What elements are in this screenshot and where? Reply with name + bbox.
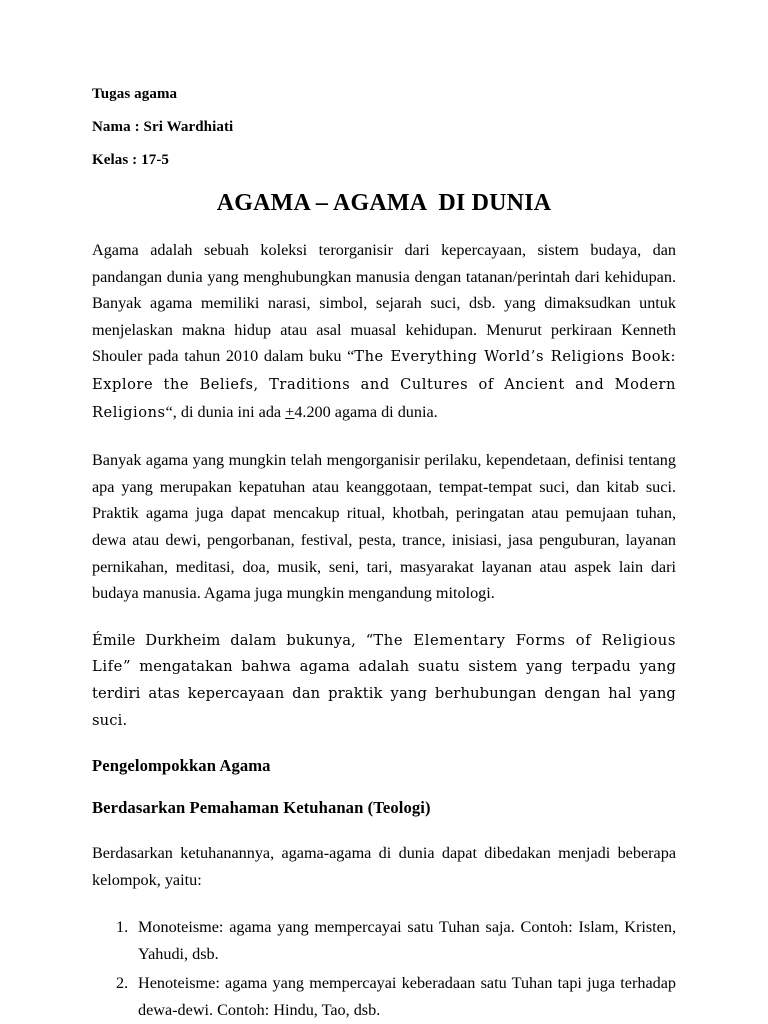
approximate-sign: + <box>285 402 295 421</box>
paragraph-durkheim-text-lead: Émile Durkheim dalam bukunya, “ <box>92 631 374 649</box>
meta-line-class: Kelas : 17-5 <box>92 152 170 168</box>
paragraph-practices: Banyak agama yang mungkin telah mengorganisir perilaku, kependetaan, definisi tentang apa yang merupakan kepatuhan atau keanggotaan, tempat-tempat suci, dan kitab suci. Praktik agama juga dapat mencakup ritual, khotbah, peringatan atau pemujaan tuhan, dewa atau dewi, pengorbanan, festival, pesta, trance, inisiasi, jasa penguburan, layanan pernikahan, meditasi, doa, musik, seni, tari, masyarakat layanan atau aspek lain dari budaya manusia. Agama juga mungkin mengandung mitologi. <box>92 451 676 603</box>
list-item-text: Henoteisme: agama yang mempercayai keberadaan satu Tuhan tapi juga terhadap dewa-dewi. Contoh: Hindu, Tao, dsb. <box>138 974 676 1020</box>
paragraph-definition-text-lead: Agama adalah sebuah koleksi terorganisir dari kepercayaan, sistem budaya, dan pandangan dunia yang menghubungkan manusia dengan tatanan/perintah dari kehidupan. Banyak agama memiliki narasi, simbol, sejarah suci, dsb. yang dimaksudkan untuk menjelaskan makna hidup atau asal muasal kehidupan. Menurut perkiraan Kenneth Shouler pada tahun 2010 dalam buku “ <box>92 241 676 366</box>
book-title-everything-world-religions: The Everything World’s Religions Book: Explore the Beliefs, Traditions and Cultures of Ancient and Modern Religions <box>92 348 676 421</box>
meta-line-assignment: Tugas agama <box>92 86 178 102</box>
paragraph-durkheim-text-tail: ” mengatakan bahwa agama adalah suatu sistem yang terpadu yang terdiri atas kepercayaan dan praktik yang berhubungan dengan hal yang suci. <box>92 658 676 729</box>
paragraph-definition-text-mid: “, di dunia ini ada <box>165 402 286 421</box>
list-item-text: Monoteisme: agama yang mempercayai satu Tuhan saja. Contoh: Islam, Kristen, Yahudi, dsb. <box>138 918 676 963</box>
section-heading-teologi: Berdasarkan Pemahaman Ketuhanan (Teologi) <box>92 798 431 818</box>
list-item <box>92 914 676 967</box>
paragraph-list-intro: Berdasarkan ketuhanannya, agama-agama di dunia dapat dibedakan menjadi beberapa kelompok, yaitu: <box>92 844 676 889</box>
page-title: AGAMA – AGAMA DI DUNIA <box>216 190 552 216</box>
paragraph-definition-text-tail: 4.200 agama di dunia. <box>294 402 438 421</box>
meta-line-name: Nama : Sri Wardhiati <box>92 119 234 135</box>
book-title-elementary-forms: The Elementary Forms of Religious Life <box>92 631 676 676</box>
section-heading-pengelompokkan: Pengelompokkan Agama <box>92 756 271 776</box>
document-content <box>92 86 676 1024</box>
religion-category-list <box>92 914 676 1023</box>
list-item-marker: 1. <box>116 918 129 937</box>
list-item-marker: 2. <box>116 974 129 993</box>
document-meta-block <box>92 86 676 168</box>
list-item <box>92 970 676 1023</box>
paragraph-definition <box>92 237 676 426</box>
paragraph-durkheim <box>92 628 676 734</box>
